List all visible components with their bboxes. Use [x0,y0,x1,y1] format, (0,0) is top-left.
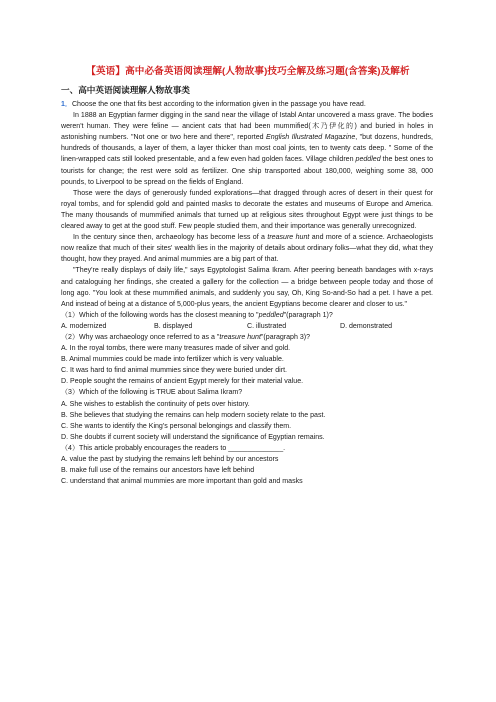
option-1d: D. demonstrated [340,322,393,330]
question-2-keyword: treasure hunt [219,333,261,341]
option-2c: C. It was hard to find animal mummies since they were buried under dirt. [61,367,287,375]
question-2-stem-b: "(paragraph 3)? [260,333,311,341]
magazine-name: English Illustrated Magazine [266,134,356,142]
option-2d: D. People sought the remains of ancient Egypt merely for their material value. [61,378,304,386]
option-2b: B. Animal mummies could be made into fertilizer which is very valuable. [61,356,284,364]
keyword-treasure-hunt: treasure hunt [267,234,310,242]
paragraph-3 [61,232,433,265]
passage-content [61,99,433,487]
question-3-stem: （3）Which of the following is TRUE about Salima Ikram? [61,389,243,397]
option-1b: B. displayed [154,322,193,330]
option-3d: D. She doubts if current society will understand the significance of Egyptian remains. [61,433,325,441]
paragraph-3-text-a: In the century since then, archaeology has become less of a [73,234,268,242]
paragraph-3-text-b: and more of a science. Archaeologists now realize that much of their sites' wealth lies in the majority of details about ordinary folks—what they did, what they thought, how they prayed. And animal mummies are a big part of that. [61,234,433,264]
paragraph-1-text-b: , "but dozens, hundreds, hundreds of thousands, a layer of them, a layer thicker than most coal joints, ten to twenty cats deep. " Some of the linen-wrapped cats still looked presentable, and a few even had golden faces. Village children [61,134,433,164]
option-4b: B. make full use of the remains our ancestors have left behind [61,467,255,475]
option-3a: A. She wishes to establish the continuity of pets over history. [61,400,250,408]
option-1c: C. illustrated [247,322,287,330]
option-1a: A. modernized [61,322,107,330]
question-1-keyword: peddled [258,311,284,319]
paragraph-1-text-a: In 1888 an Egyptian farmer digging in the sand near the village of Istabl Antar uncovered a mass grave. The bodies weren't human. They were feline — ancient cats that had been mummified(木乃伊化的) and buried in holes in astonishing numbers. "Not one or two here and there", reported [61,112,433,142]
paragraph-2: Those were the days of generously funded explorations—that dragged through acres of desert in their quest for royal tombs, and for splendid gold and painted masks to decorate the estates and museums of Europe and America. The many thousands of mummified animals that turned up at religious sites throughout Egypt were just things to be cleared away to get at the good stuff. Few people studied them, and their importance was generally unrecognized. [61,189,433,231]
option-3c: C. She wants to identify the King's personal belongings and classify them. [61,422,292,430]
instruction-line [61,99,433,110]
section-heading: 一、高中英语阅读理解人物故事类 [61,85,190,95]
question-number: 1． [61,101,72,108]
question-2-stem [61,332,433,343]
question-1-options [61,321,433,332]
question-1-stem [61,310,433,321]
question-2-stem-a: （2）Why was archaeology once referred to as a " [61,333,220,341]
question-1-stem-b: "(paragraph 1)? [283,311,333,319]
option-4c: C. understand that animal mummies are more important than gold and masks [61,478,303,486]
option-3b: B. She believes that studying the remains can help modern society relate to the past. [61,411,326,419]
question-4-stem: （4）This article probably encourages the readers to ______________. [61,444,286,452]
paragraph-4: "They're really displays of daily life," says Egyptologist Salima Ikram. After peering beneath bandages with x-rays and cataloguing her findings, she created a gallery for the collection — a bridge between people today and those of long ago. "You look at these mummified animals, and suddenly you say, Oh, King So-and-So had a pet. I have a pet. And instead of being at a distance of 5,000-plus years, the ancient Egyptians become clearer and closer to us." [61,267,433,308]
option-2a: A. In the royal tombs, there were many treasures made of silver and gold. [61,345,291,353]
instruction-text: Choose the one that fits best according to the information given in the passage you have read. [71,101,366,108]
document-title: 【英语】高中必备英语阅读理解(人物故事)技巧全解及练习题(含答案)及解析 [86,66,410,77]
paragraph-1 [61,110,433,188]
keyword-peddled: peddled [355,156,381,164]
question-1-stem-a: （1）Which of the following words has the closest meaning to " [61,311,259,319]
option-4a: A. value the past by studying the remains left behind by our ancestors [61,456,279,463]
paragraph-1-text-c: the best ones to tourists for change; the rest were sold as fertilizer. One ship transported about 180,000, weighing some 38, 000 pounds, to Liverpool to be spread on the fields of England. [61,156,433,186]
